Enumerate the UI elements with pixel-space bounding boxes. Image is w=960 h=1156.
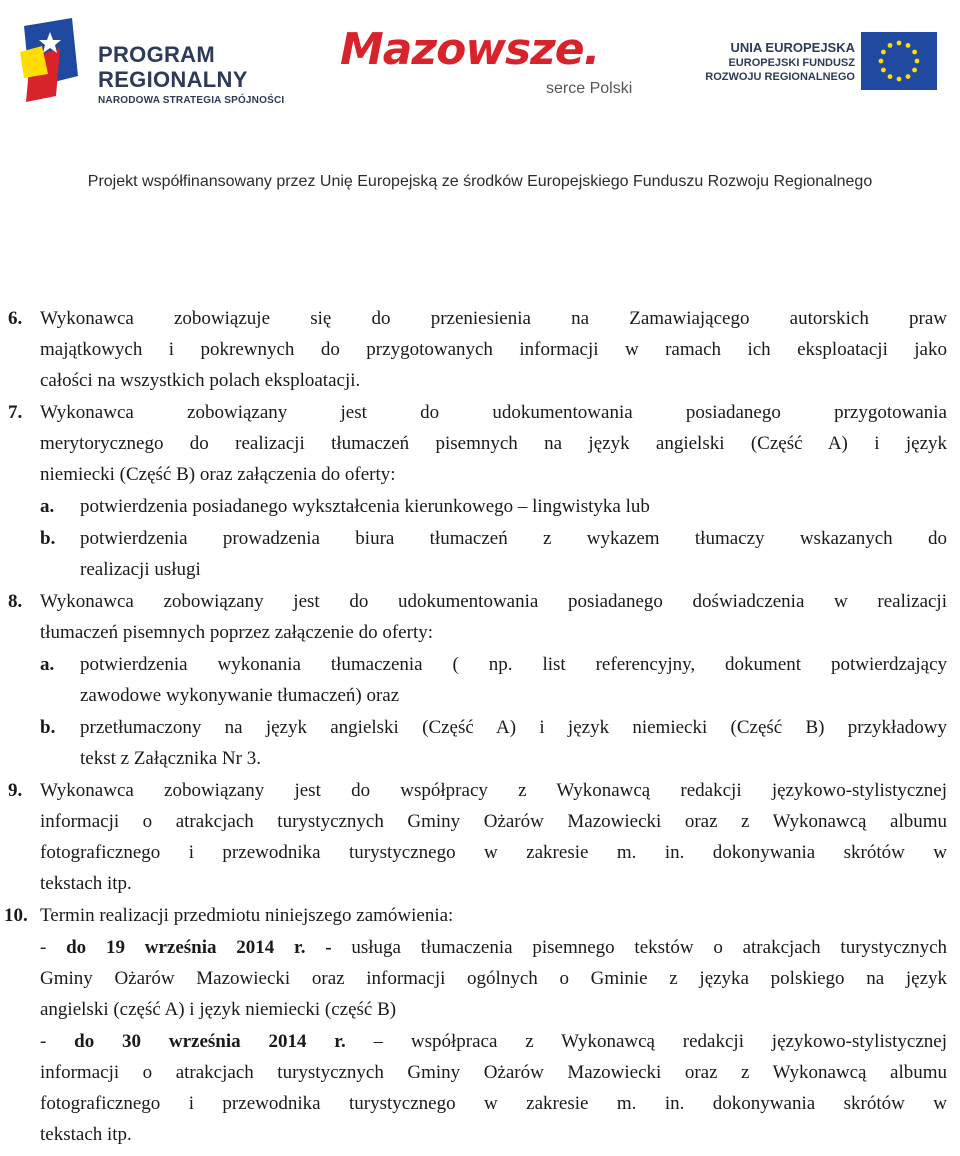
item-8a-line-2: zawodowe wykonywanie tłumaczeń) oraz (80, 685, 400, 706)
deadline-2-dash: - (40, 1031, 75, 1052)
deadline-2-text: – współpraca z Wykonawcą redakcji językowo-stylistycznej (345, 1031, 947, 1052)
deadline-1-text: usługa tłumaczenia pisemnego tekstów o atrakcjach turystycznych (331, 937, 948, 958)
deadline-2-line-3: fotograficznego i przewodnika turystycznego w zakresie m. in. dokonywania skrótów w (40, 1093, 947, 1114)
item-7-line-1: Wykonawca zobowiązany jest do udokumentowania posiadanego przygotowania (40, 402, 947, 423)
item-7b-line-1: potwierdzenia prowadzenia biura tłumaczeń z wykazem tłumaczy wskazanych do (80, 528, 947, 549)
item-6-number: 6. (8, 308, 23, 329)
eu-logo-line1: UNIA EUROPEJSKA (730, 40, 855, 55)
item-9-line-4: tekstach itp. (40, 873, 132, 894)
cofinancing-note: Projekt współfinansowany przez Unię Europejską ze środków Europejskiego Funduszu Rozwoju Regionalnego (87, 173, 873, 190)
program-logo-line3: NARODOWA STRATEGIA SPÓJNOŚCI (98, 95, 285, 106)
program-logo-line1: PROGRAM (98, 42, 215, 67)
item-8-number: 8. (8, 591, 23, 612)
deadline-2-date: do 30 września 2014 r. (74, 1031, 346, 1052)
deadline-1-dash: - (40, 937, 67, 958)
item-9-line-3: fotograficznego i przewodnika turystycznego w zakresie m. in. dokonywania skrótów w (40, 842, 947, 863)
eu-flag-icon (861, 32, 937, 90)
mazowsze-wordmark: Mazowsze. (340, 24, 600, 75)
item-7b-line-2: realizacji usługi (80, 559, 201, 580)
item-10-number: 10. (4, 905, 28, 926)
eu-logo-line2: EUROPEJSKI FUNDUSZ (728, 57, 855, 69)
deadline-1-line-2: Gminy Ożarów Mazowiecki oraz informacji ogólnych o Gminie z języka polskiego na język (40, 968, 947, 989)
item-7-line-2: merytorycznego do realizacji tłumaczeń pisemnych na język angielski (Część A) i język (40, 433, 947, 454)
item-8-line-2: tłumaczeń pisemnych poprzez załączenie do oferty: (40, 622, 433, 643)
header-logos (0, 14, 960, 114)
item-8b-label: b. (40, 717, 56, 738)
item-7b-label: b. (40, 528, 56, 549)
item-9-number: 9. (8, 780, 23, 801)
item-9-line-2: informacji o atrakcjach turystycznych Gminy Ożarów Mazowiecki oraz z Wykonawcą albumu (40, 811, 947, 832)
item-8b-line-2: tekst z Załącznika Nr 3. (80, 748, 261, 769)
eu-logo-line3: ROZWOJU REGIONALNEGO (705, 71, 855, 83)
item-7-number: 7. (8, 402, 23, 423)
item-9-line-1: Wykonawca zobowiązany jest do współpracy z Wykonawcą redakcji językowo-stylistycznej (40, 780, 947, 801)
program-logo-line2: REGIONALNY (98, 67, 248, 92)
deadline-1-date: do 19 września 2014 r. - (66, 937, 332, 958)
item-6-line-3: całości na wszystkich polach eksploatacji. (40, 370, 361, 391)
mazowsze-tagline: serce Polski (546, 80, 633, 97)
mazowsze-logo (340, 24, 650, 114)
item-7-line-3: niemiecki (Część B) oraz załączenia do oferty: (40, 464, 396, 485)
item-7a-text: potwierdzenia posiadanego wykształcenia kierunkowego – lingwistyka lub (80, 496, 650, 517)
item-6-line-1: Wykonawca zobowiązuje się do przeniesienia na Zamawiającego autorskich praw (40, 308, 947, 329)
item-8b-line-1: przetłumaczony na język angielski (Część A) i język niemiecki (Część B) przykładowy (80, 717, 947, 738)
item-6-line-2: majątkowych i pokrewnych do przygotowanych informacji w ramach ich eksploatacji jako (40, 339, 947, 360)
item-10-line-1: Termin realizacji przedmiotu niniejszego zamówienia: (40, 905, 454, 926)
item-7a-label: a. (40, 496, 55, 517)
deadline-2-line-1 (40, 1029, 947, 1055)
program-regionalny-emblem-icon (20, 18, 88, 102)
item-8a-label: a. (40, 654, 55, 675)
item-8-line-1: Wykonawca zobowiązany jest do udokumentowania posiadanego doświadczenia w realizacji (40, 591, 947, 612)
program-regionalny-logo (20, 18, 310, 110)
item-8a-line-1: potwierdzenia wykonania tłumaczenia ( np. list referencyjny, dokument potwierdzający (80, 654, 947, 675)
deadline-2-line-4: tekstach itp. (40, 1124, 132, 1145)
deadline-1-line-1 (40, 935, 947, 961)
deadline-1-line-3: angielski (część A) i język niemiecki (część B) (40, 999, 397, 1020)
deadline-2-line-2: informacji o atrakcjach turystycznych Gminy Ożarów Mazowiecki oraz z Wykonawcą albumu (40, 1062, 947, 1083)
eu-logo (685, 30, 940, 110)
